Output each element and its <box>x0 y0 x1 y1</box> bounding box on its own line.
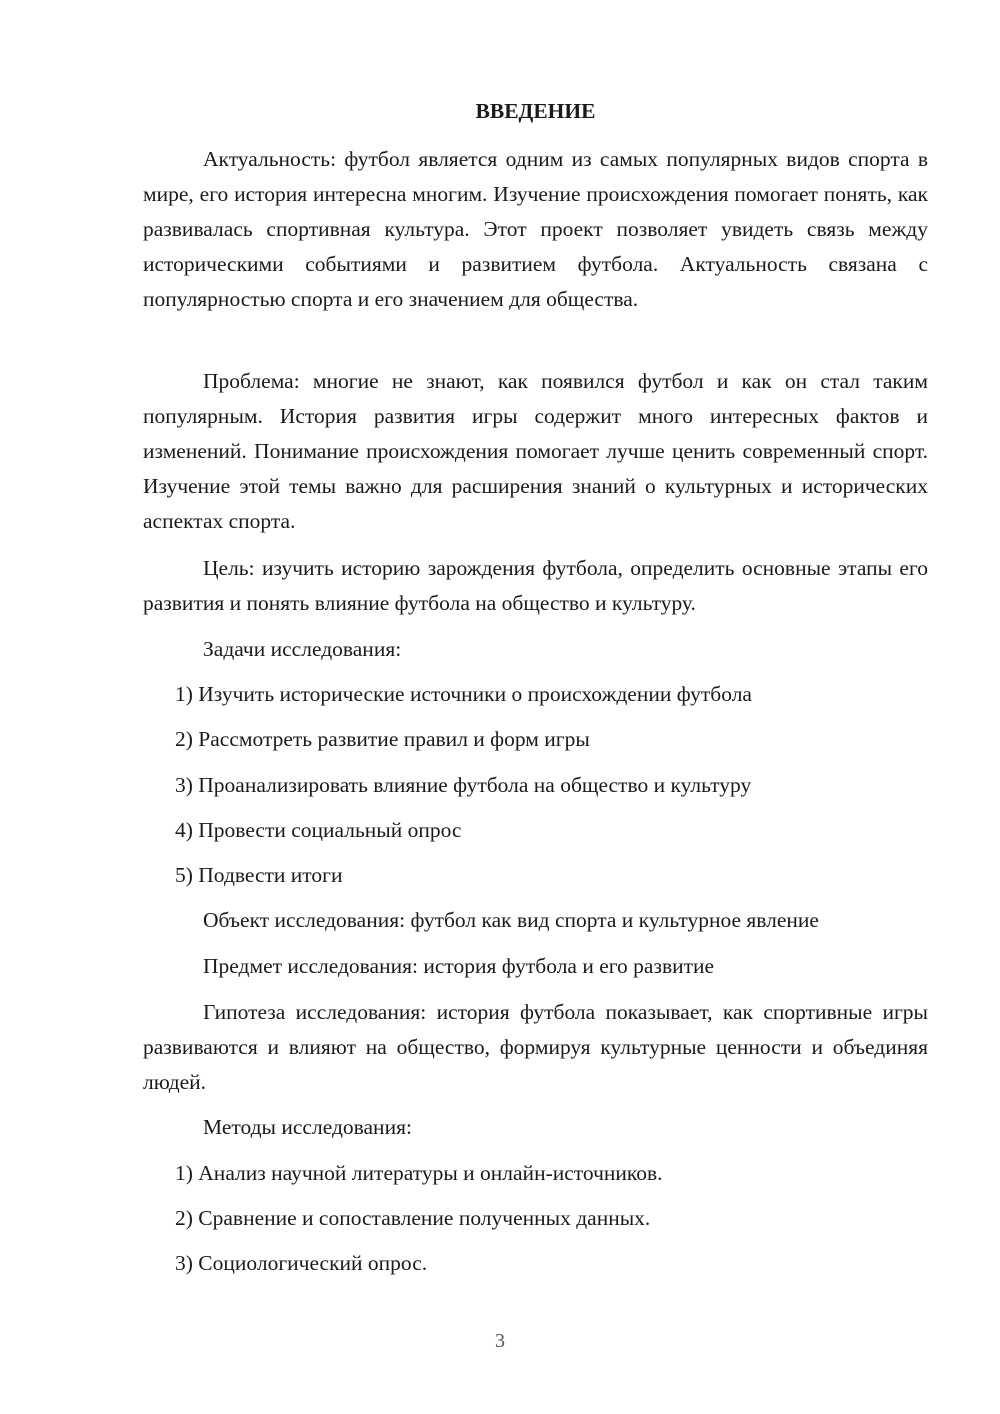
goal-paragraph: Цель: изучить историю зарождения футбола, определить основные этапы его развития и понять влияние футбола на общество и культуру. <box>143 556 928 615</box>
method-item: 1) Анализ научной литературы и онлайн-источников. <box>175 1161 663 1185</box>
methods-heading: Методы исследования: <box>203 1115 412 1139</box>
task-item: 4) Провести социальный опрос <box>175 818 462 842</box>
object-line: Объект исследования: футбол как вид спорта и культурное явление <box>203 908 819 932</box>
task-item: 2) Рассмотреть развитие правил и форм игры <box>175 727 590 751</box>
task-item: 5) Подвести итоги <box>175 863 343 887</box>
relevance-paragraph: Актуальность: футбол является одним из самых популярных видов спорта в мире, его история интересна многим. Изучение происхождения помогает понять, как развивалась спортивная культура. Этот проект позволяет увидеть связь между историческими событиями и развитием футбола. Актуальность связана с популярностью спорта и его значением для общества. <box>143 147 928 311</box>
tasks-heading: Задачи исследования: <box>203 637 402 661</box>
task-item: 1) Изучить исторические источники о происхождении футбола <box>175 682 752 706</box>
page-number: 3 <box>495 1330 505 1352</box>
hypothesis-paragraph: Гипотеза исследования: история футбола показывает, как спортивные игры развиваются и влияют на общество, формируя культурные ценности и объединяя людей. <box>143 1000 928 1094</box>
subject-line: Предмет исследования: история футбола и его развитие <box>203 954 715 978</box>
method-item: 3) Социологический опрос. <box>175 1251 428 1275</box>
method-item: 2) Сравнение и сопоставление полученных данных. <box>175 1206 651 1230</box>
problem-paragraph: Проблема: многие не знают, как появился футбол и как он стал таким популярным. История развития игры содержит много интересных фактов и изменений. Понимание происхождения помогает лучше ценить современный спорт. Изучение этой темы важно для расширения знаний о культурных и исторических аспектах спорта. <box>143 369 928 533</box>
task-item: 3) Проанализировать влияние футбола на общество и культуру <box>175 773 752 797</box>
section-title: ВВЕДЕНИЕ <box>475 99 596 123</box>
